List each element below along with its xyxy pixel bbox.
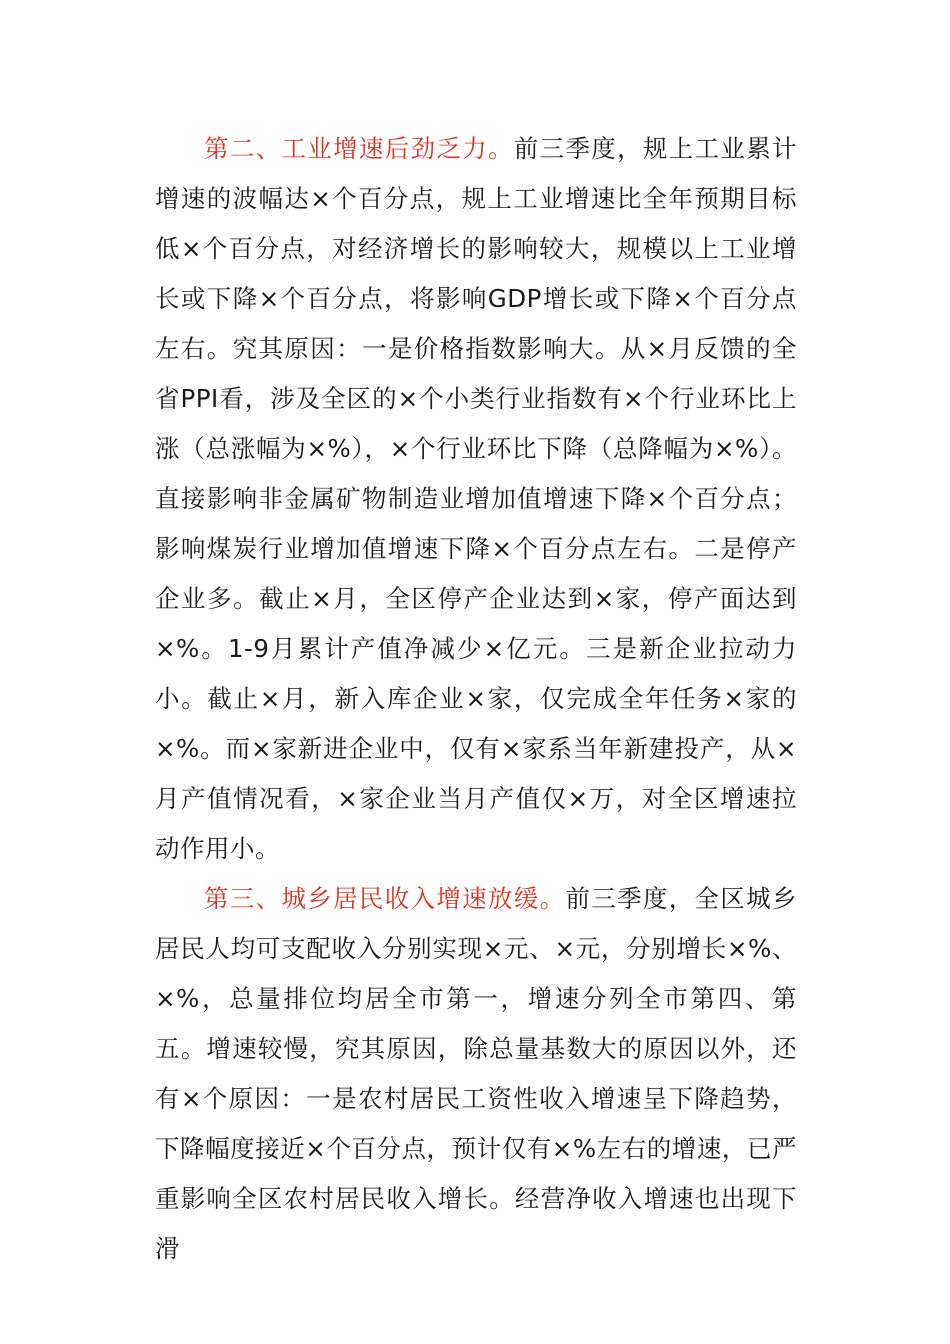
section-heading-income: 第三、城乡居民收入增速放缓。 [204,884,566,913]
paragraph-body-industry: 前三季度，规上工业累计增速的波幅达×个百分点，规上工业增速比全年预期目标低×个百分点，对经济增长的影响较大，规模以上工业增长或下降×个百分点，将影响GDP增长或下降×个百分点左右。究其原因：一是价格指数影响大。从×月反馈的全省PPI看，涉及全区的×个小类行业指数有×个行业环比上涨（总涨幅为×%），×个行业环比下降（总降幅为×%）。直接影响非金属矿物制造业增加值增速下降×个百分点；影响煤炭行业增加值增速下降×个百分点左右。二是停产企业多。截止×月，全区停产企业达到×家，停产面达到×%。1-9月累计产值净减少×亿元。三是新企业拉动力小。截止×月，新入库企业×家，仅完成全年任务×家的×%。而×家新进企业中，仅有×家系当年新建投产，从×月产值情况看，×家企业当月产值仅×万，对全区增速拉动作用小。 [155,134,798,863]
document-page [155,124,797,1274]
paragraph-income [155,874,797,1274]
paragraph-body-income: 前三季度，全区城乡居民人均可支配收入分别实现×元、×元，分别增长×%、×%，总量排位均居全市第一，增速分列全市第四、第五。增速较慢，究其原因，除总量基数大的原因以外，还有×个原因：一是农村居民工资性收入增速呈下降趋势，下降幅度接近×个百分点，预计仅有×%左右的增速，已严重影响全区农村居民收入增长。经营净收入增速也出现下滑 [155,884,797,1263]
section-heading-industry: 第二、工业增速后劲乏力。 [204,134,514,163]
paragraph-industry [155,124,797,874]
